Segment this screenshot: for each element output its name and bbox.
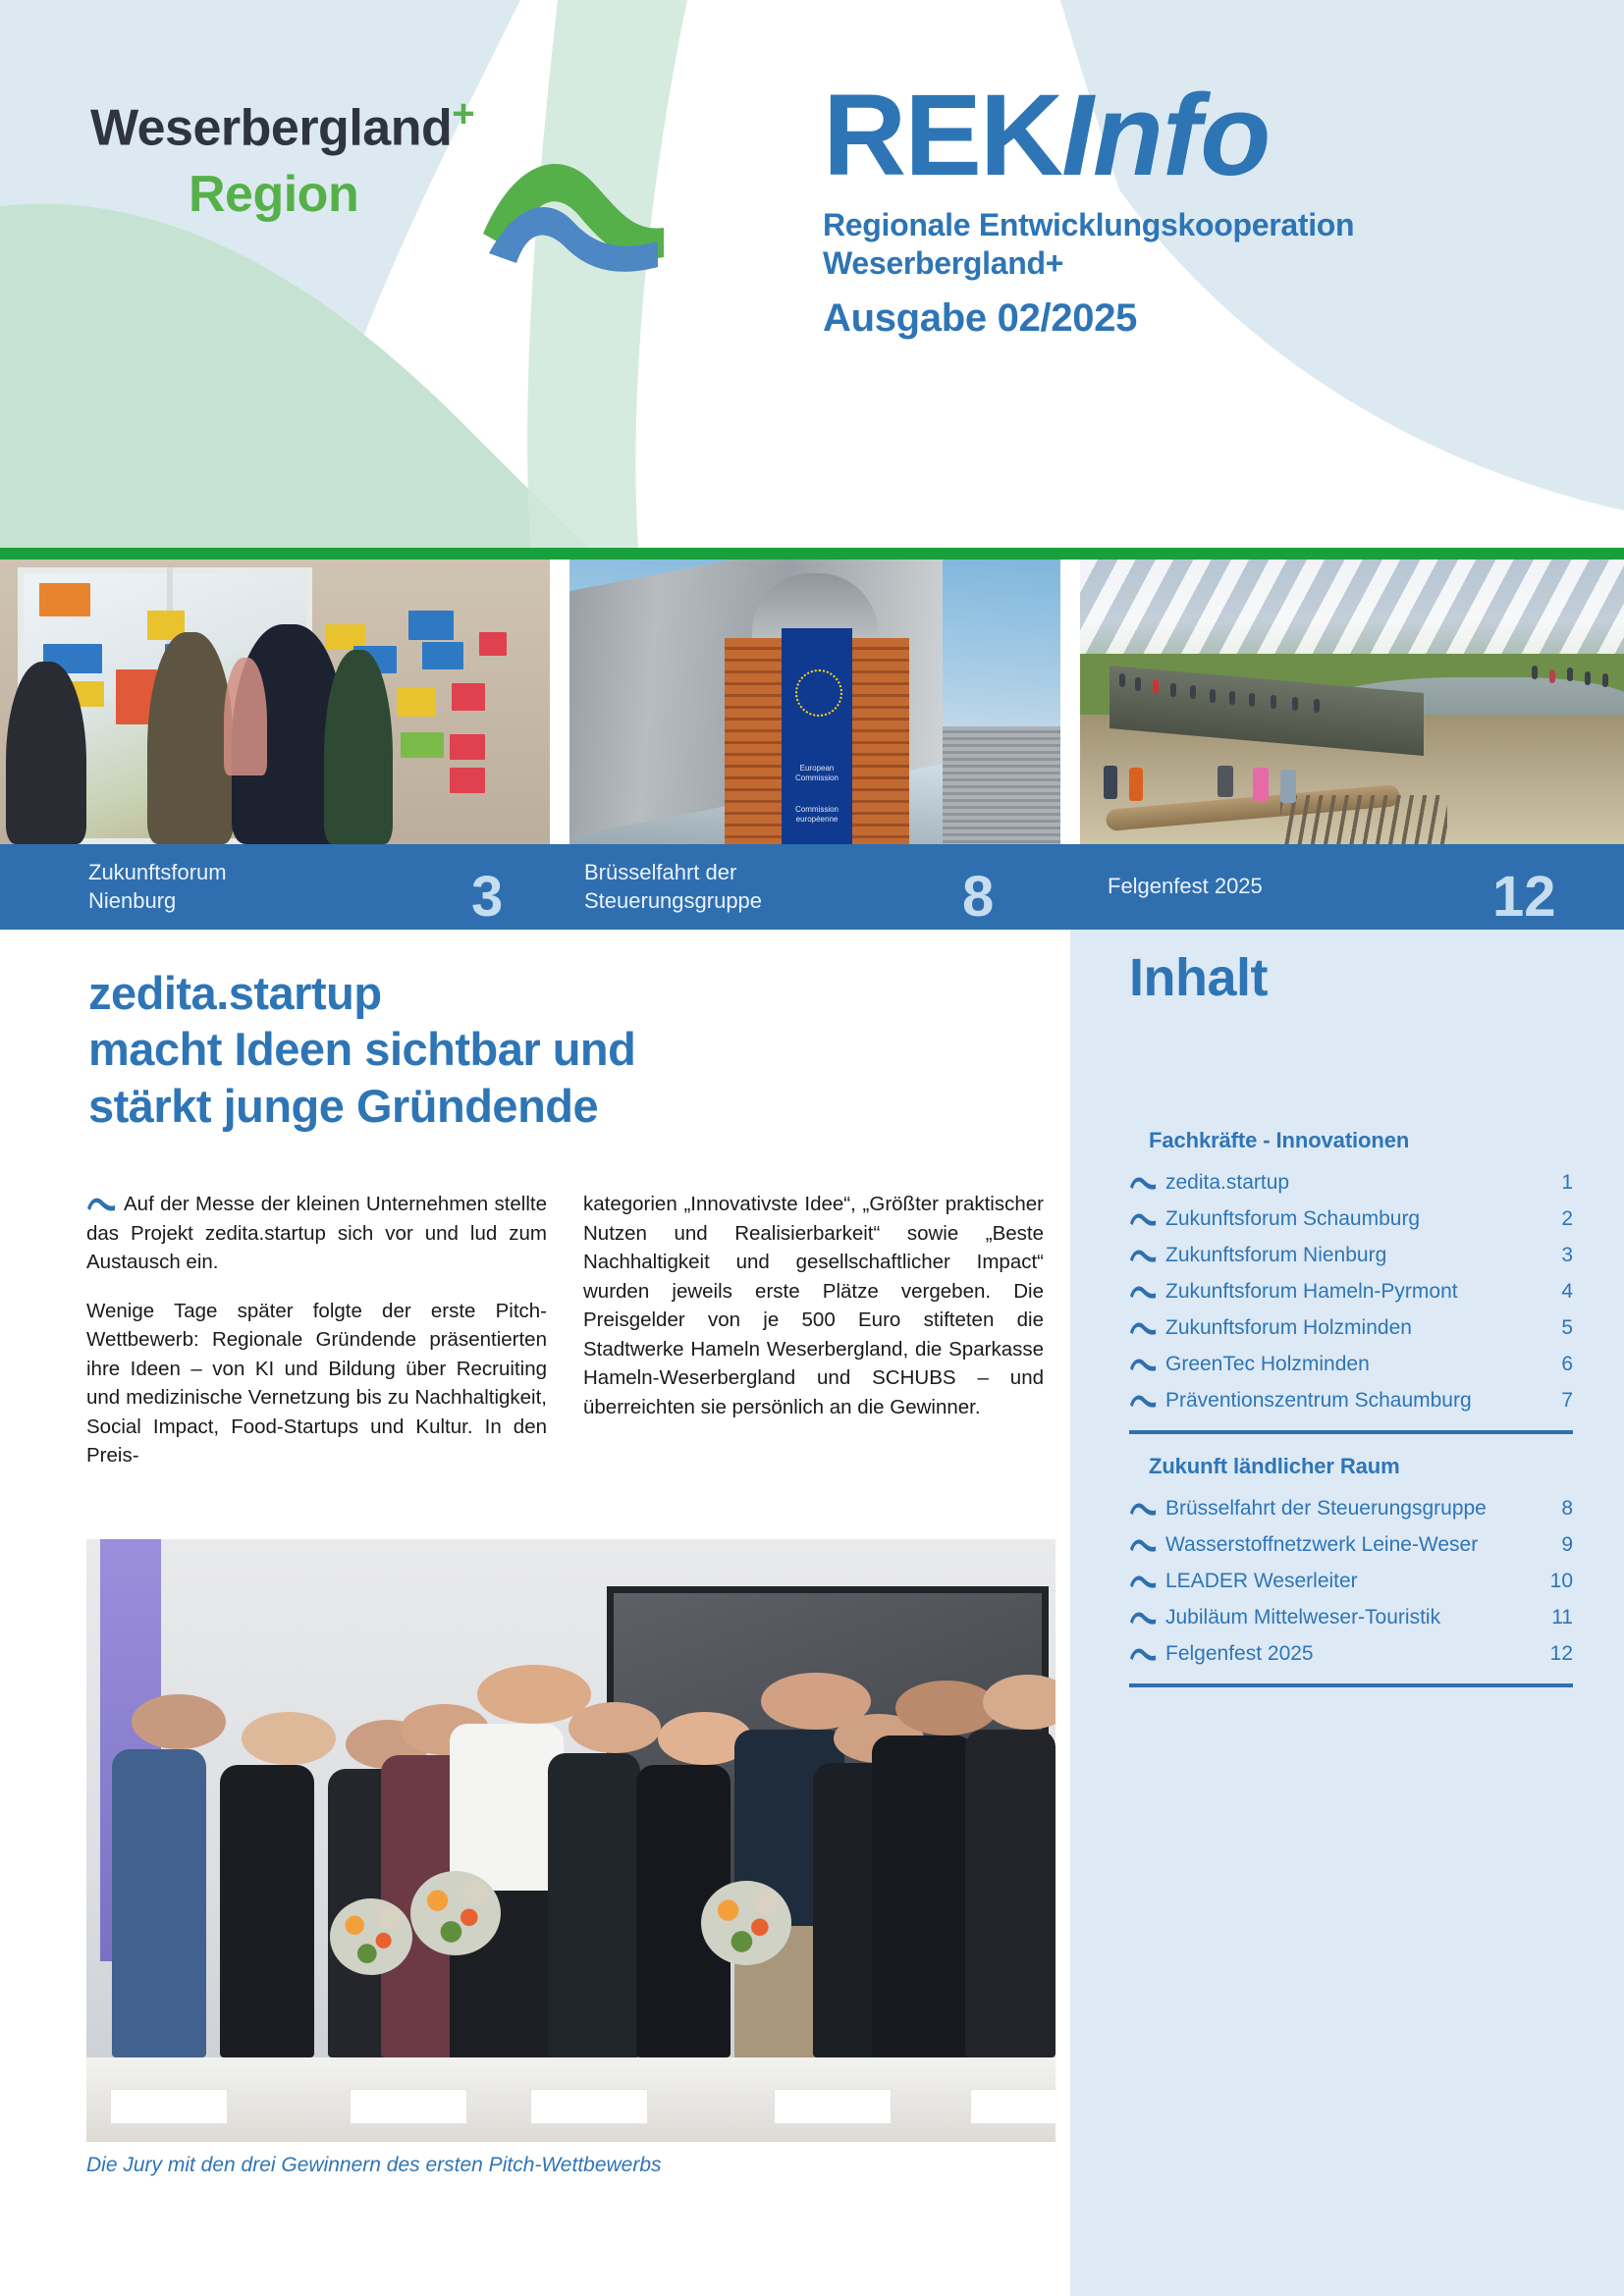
toc-item[interactable] <box>1129 1533 1573 1557</box>
toc-item-label: zedita.startup <box>1165 1171 1290 1194</box>
teaser-nav-item-3[interactable] <box>1108 844 1263 930</box>
toc-item-label: Jubiläum Mittelweser-Touristik <box>1165 1606 1441 1629</box>
toc-item-page: 2 <box>1561 1207 1573 1230</box>
article-main-photo <box>86 1539 1056 2142</box>
masthead-subtitle-line2: Weserbergland+ <box>823 245 1064 282</box>
wave-bullet-icon <box>1129 1394 1157 1408</box>
bouquet <box>410 1871 501 1955</box>
article-paragraph-3: kategorien „Innovativste Idee“, „Größter praktischer Nutzen und Realisierbarkeit“ sowie „Beste Nachhaltigkeit und gesellschaftlicher Impact“ wurden jeweils erste Plätze vergeben. Die Preisgelder von je 500 Euro stifteten die Stadtwerke Hameln Weserbergland, die Sparkasse Hameln-Weserbergland und SCHUBS – und überreichten sie persönlich an die Gewinner. <box>583 1193 1044 1418</box>
person-figure <box>548 1702 640 2057</box>
toc-item-label: Zukunftsforum Schaumburg <box>1165 1207 1421 1230</box>
toc-item-label: Felgenfest 2025 <box>1165 1642 1314 1665</box>
wave-swoosh-icon <box>475 149 672 277</box>
person-figure <box>872 1681 974 2057</box>
wave-bullet-icon <box>1129 1321 1157 1335</box>
article-paragraph-1-text: Auf der Messe der kleinen Unternehmen stellte das Projekt zedita.startup sich vor und lud zum Austausch ein. <box>86 1193 547 1274</box>
wave-bullet-icon <box>1129 1212 1157 1226</box>
toc-item-label: LEADER Weserleiter <box>1165 1570 1358 1592</box>
toc-item-label: Zukunftsforum Hameln-Pyrmont <box>1165 1280 1458 1303</box>
wave-bullet-icon <box>1129 1647 1157 1661</box>
brand-plus-symbol: + <box>452 92 475 135</box>
person-figure <box>636 1712 731 2057</box>
person-figure <box>220 1712 314 2057</box>
toc-item[interactable] <box>1129 1389 1573 1413</box>
brand-name-text: Weserbergland <box>90 99 453 157</box>
teaser-nav-label-1-line1: Zukunftsforum <box>88 860 227 885</box>
teaser-nav-label-2-line2: Steuerungsgruppe <box>584 887 763 913</box>
toc-item[interactable] <box>1129 1171 1573 1195</box>
teaser-photo-workshop <box>0 560 550 844</box>
article-headline-line1: zedita.startup <box>88 967 382 1019</box>
toc-list <box>1129 1128 1573 1707</box>
brand-logo <box>90 92 640 224</box>
brand-logo-line1 <box>90 92 640 157</box>
toc-section-heading-2: Zukunft ländlicher Raum <box>1149 1454 1400 1478</box>
toc-item[interactable] <box>1129 1570 1573 1593</box>
page-header <box>0 0 1624 548</box>
masthead-issue: Ausgabe 02/2025 <box>823 296 1138 341</box>
toc-item-label: Zukunftsforum Holzminden <box>1165 1316 1412 1339</box>
toc-item-label: Brüsselfahrt der Steuerungsgruppe <box>1165 1497 1487 1520</box>
article-paragraph-1 <box>86 1190 547 1277</box>
toc-item-label: Wasserstoffnetzwerk Leine-Weser <box>1165 1533 1479 1556</box>
toc-item-page: 8 <box>1561 1497 1573 1520</box>
toc-item[interactable] <box>1129 1316 1573 1340</box>
article-headline-line3: stärkt junge Gründende <box>88 1079 599 1132</box>
teaser-nav-page-number-2: 8 <box>962 864 995 929</box>
person-figure <box>112 1694 206 2057</box>
toc-item[interactable] <box>1129 1280 1573 1304</box>
table-nameplate <box>530 2089 648 2124</box>
article-column-1 <box>86 1190 547 1490</box>
toc-item[interactable] <box>1129 1244 1573 1267</box>
teaser-photo-strip <box>0 560 1624 844</box>
masthead-title <box>823 71 1510 200</box>
toc-item-page: 6 <box>1561 1353 1573 1375</box>
article-text-columns <box>86 1190 1044 1490</box>
teaser-photo-eu-commission: European Commission Commission européenne <box>569 560 1060 844</box>
sidebar-title: Inhalt <box>1129 948 1268 1007</box>
toc-item-page: 10 <box>1549 1570 1573 1592</box>
teaser-nav-label-1 <box>88 859 227 914</box>
toc-item-label: GreenTec Holzminden <box>1165 1353 1370 1375</box>
toc-section-heading-1: Fachkräfte - Innovationen <box>1149 1128 1410 1152</box>
toc-item-page: 5 <box>1561 1316 1573 1339</box>
toc-divider-bottom <box>1129 1683 1573 1687</box>
toc-item[interactable] <box>1129 1207 1573 1231</box>
wave-bullet-icon <box>1129 1538 1157 1552</box>
toc-item-label: Präventionszentrum Schaumburg <box>1165 1389 1472 1412</box>
masthead <box>823 71 1510 341</box>
table-nameplate <box>774 2089 892 2124</box>
teaser-nav-label-2-line1: Brüsselfahrt der <box>584 860 737 885</box>
teaser-nav-item-2[interactable] <box>584 844 762 930</box>
toc-item[interactable] <box>1129 1497 1573 1521</box>
teaser-nav-label-3 <box>1108 873 1263 900</box>
page-body <box>0 930 1624 2296</box>
bouquet <box>330 1898 412 1975</box>
toc-item[interactable] <box>1129 1606 1573 1629</box>
main-content-column <box>0 930 1070 2296</box>
wave-bullet-icon <box>1129 1611 1157 1625</box>
photo-gap-2 <box>1060 560 1080 844</box>
table-nameplate <box>350 2089 467 2124</box>
table-nameplate <box>110 2089 228 2124</box>
teaser-nav-page-2 <box>962 854 994 939</box>
table-nameplate <box>970 2089 1056 2124</box>
wave-bullet-icon <box>1129 1575 1157 1588</box>
person-figure <box>965 1675 1056 2057</box>
article-headline <box>88 965 952 1134</box>
wave-bullet-icon <box>1129 1285 1157 1299</box>
teaser-nav-item-1[interactable] <box>88 844 227 930</box>
teaser-nav-label-2 <box>584 859 762 914</box>
wave-bullet-icon <box>1129 1502 1157 1516</box>
teaser-photo-river-festival <box>1080 560 1624 844</box>
bouquet <box>701 1881 791 1965</box>
toc-item-page: 9 <box>1561 1533 1573 1556</box>
wave-bullet-icon <box>1129 1176 1157 1190</box>
teaser-navigation-bar <box>0 844 1624 930</box>
toc-item[interactable] <box>1129 1642 1573 1666</box>
green-divider-rule <box>0 548 1624 560</box>
wave-bullet-icon <box>1129 1358 1157 1371</box>
teaser-nav-page-1 <box>471 854 503 939</box>
teaser-nav-page-number-3: 12 <box>1492 864 1556 929</box>
toc-divider <box>1129 1430 1573 1434</box>
toc-item-page: 3 <box>1561 1244 1573 1266</box>
masthead-title-italic: Info <box>1061 71 1271 200</box>
toc-item-page: 12 <box>1549 1642 1573 1665</box>
toc-item-page: 4 <box>1561 1280 1573 1303</box>
teaser-nav-page-3 <box>1492 854 1556 939</box>
toc-item-page: 11 <box>1551 1606 1573 1629</box>
person-figure <box>450 1665 564 2057</box>
photo-gap-1 <box>550 560 569 844</box>
teaser-nav-page-number-1: 3 <box>471 864 504 929</box>
toc-item-page: 7 <box>1561 1389 1573 1412</box>
table-of-contents-sidebar <box>1070 930 1624 2296</box>
toc-item-page: 1 <box>1561 1171 1573 1194</box>
toc-item-label: Zukunftsforum Nienburg <box>1165 1244 1387 1266</box>
brand-logo-line2: Region <box>189 166 359 224</box>
teaser-nav-label-3-line1: Felgenfest 2025 <box>1108 874 1263 899</box>
wave-bullet-icon <box>86 1197 116 1211</box>
masthead-title-bold: REK <box>823 71 1062 200</box>
article-column-2 <box>583 1190 1044 1490</box>
toc-item[interactable] <box>1129 1353 1573 1376</box>
masthead-subtitle-line1: Regionale Entwicklungskooperation <box>823 207 1355 243</box>
teaser-nav-label-1-line2: Nienburg <box>88 887 177 913</box>
masthead-subtitle <box>823 206 1510 283</box>
article-paragraph-2: Wenige Tage später folgte der erste Pitch-Wettbewerb: Regionale Gründende präsentierten ihre Ideen – von KI und Bildung über Recruiting und medizinische Vernetzung bis zu Nachhaltigkeit, Social Impact, Food-Startups und Kultur. In den Preis- <box>86 1299 547 1468</box>
article-headline-line2: macht Ideen sichtbar und <box>88 1023 636 1076</box>
photo-caption: Die Jury mit den drei Gewinnern des ersten Pitch-Wettbewerbs <box>86 2154 662 2176</box>
wave-bullet-icon <box>1129 1249 1157 1262</box>
